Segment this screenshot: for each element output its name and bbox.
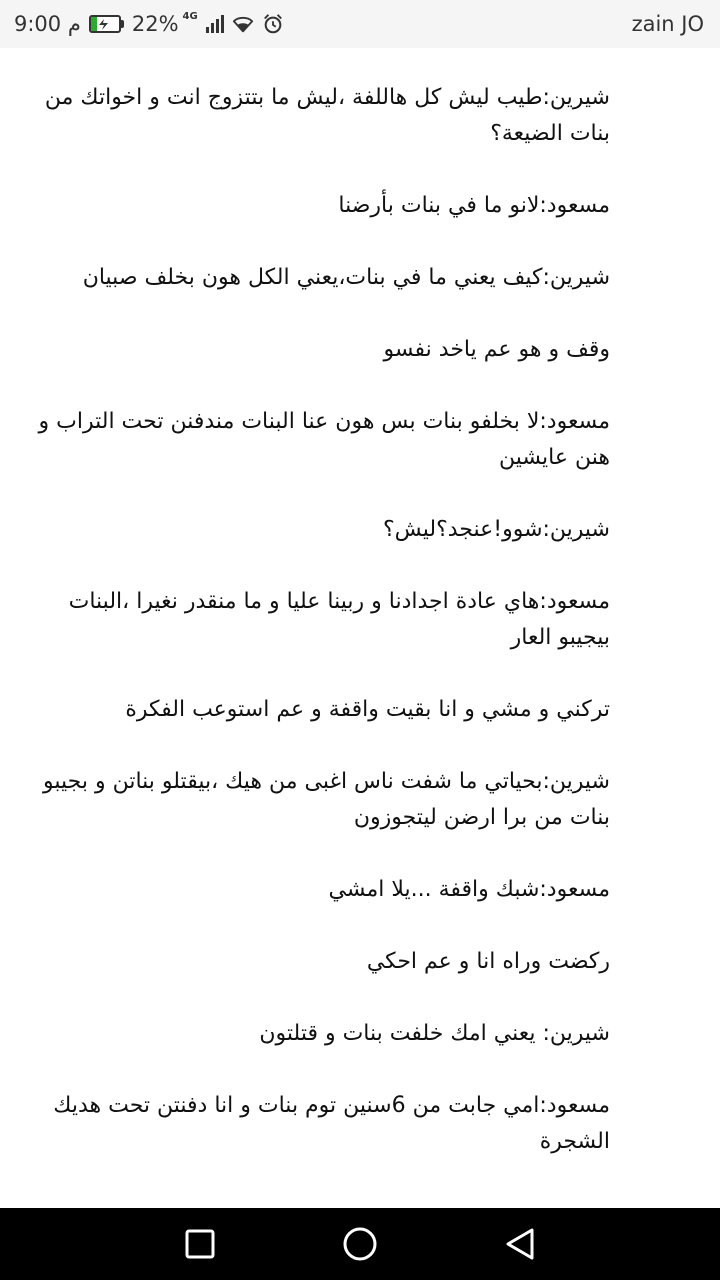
home-button[interactable] — [336, 1220, 384, 1268]
paragraph: مسعود:امي جابت من 6سنين توم بنات و انا دفنتن تحت هديك الشجرة — [53, 1093, 610, 1154]
status-bar — [0, 0, 720, 48]
alarm-icon — [262, 13, 284, 35]
back-button[interactable] — [496, 1220, 544, 1268]
signal-icon — [206, 15, 224, 33]
paragraph: وقف و هو عم ياخد نفسو — [383, 337, 610, 362]
navigation-bar — [0, 1208, 720, 1280]
paragraph: شيرين:بحياتي ما شفت ناس اغبى من هيك ،بيقتلو بناتن و بجيبو بنات من برا ارضن ليتجوزون — [43, 769, 610, 830]
recents-icon — [185, 1229, 215, 1259]
home-icon — [342, 1226, 378, 1262]
paragraph: مسعود:شبك واقفة ...يلا امشي — [328, 877, 610, 902]
paragraph: شيرين:شوو!عنجد؟ليش؟ — [383, 517, 610, 542]
paragraph: مسعود:لانو ما في بنات بأرضنا — [338, 193, 610, 218]
paragraph: شيرين:كيف يعني ما في بنات،يعني الكل هون بخلف صبيان — [82, 265, 610, 290]
battery-charging-icon — [89, 15, 124, 33]
paragraph: شيرين:طيب ليش كل هاللفة ،ليش ما بتتزوج انت و اخواتك من بنات الضيعة؟ — [44, 85, 610, 146]
paragraph: مسعود:هاي عادة اجدادنا و ربينا عليا و ما منقدر نغيرا ،البنات بيجيبو العار — [68, 589, 610, 650]
paragraph: مسعود:لا بخلفو بنات بس هون عنا البنات مندفنن تحت التراب و هنن عايشين — [38, 409, 610, 470]
status-time: 9:00 م — [14, 12, 81, 36]
status-left — [14, 12, 284, 36]
back-icon — [504, 1227, 536, 1261]
paragraph: ركضت وراه انا و عم احكي — [366, 949, 610, 974]
carrier-name: zain JO — [631, 12, 704, 36]
story-content[interactable] — [0, 48, 720, 1208]
recents-button[interactable] — [176, 1220, 224, 1268]
network-type: 4G — [182, 10, 198, 22]
battery-percent: 22% — [131, 12, 179, 36]
wifi-icon — [232, 13, 254, 35]
paragraph: تركني و مشي و انا بقيت واقفة و عم استوعب الفكرة — [125, 697, 610, 722]
paragraph: شيرين: يعني امك خلفت بنات و قتلتون — [259, 1021, 610, 1046]
